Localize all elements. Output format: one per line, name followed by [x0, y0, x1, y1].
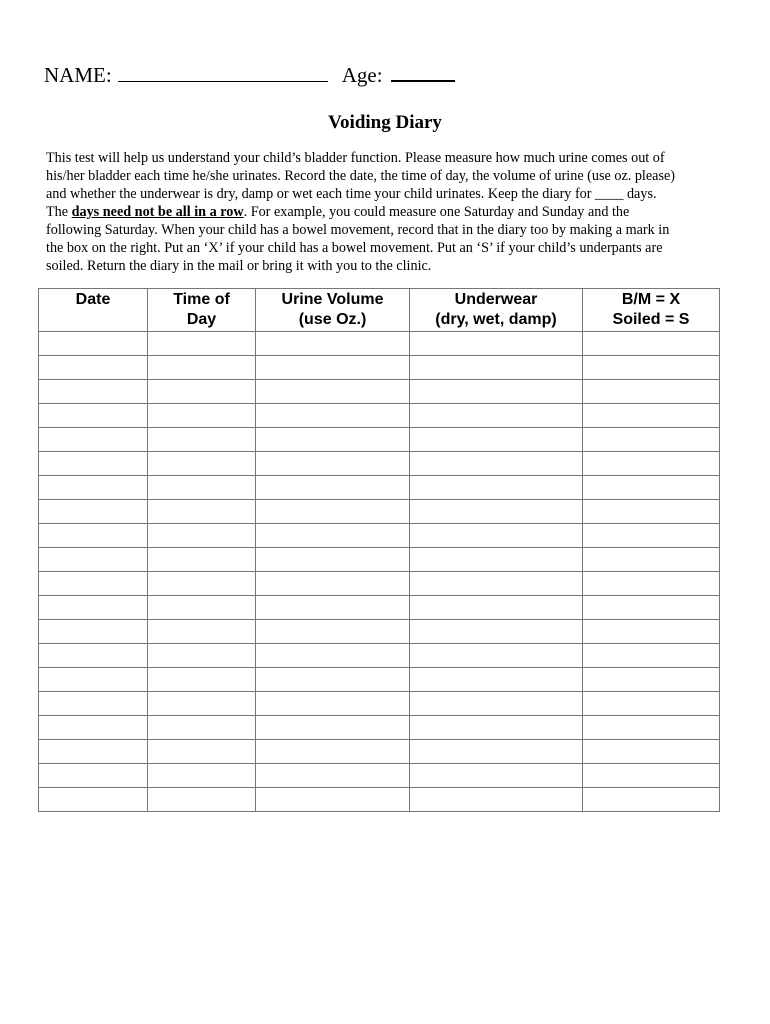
underwear-cell[interactable] — [410, 428, 583, 452]
urine-volume-cell[interactable] — [256, 332, 410, 356]
bm-soiled-cell[interactable] — [583, 548, 720, 572]
bm-soiled-cell[interactable] — [583, 356, 720, 380]
table-row — [39, 332, 720, 356]
name-blank-field[interactable] — [118, 63, 328, 82]
date-cell[interactable] — [39, 740, 148, 764]
date-cell[interactable] — [39, 716, 148, 740]
date-cell[interactable] — [39, 668, 148, 692]
bm-soiled-cell[interactable] — [583, 692, 720, 716]
table-row — [39, 524, 720, 548]
time-cell[interactable] — [148, 524, 256, 548]
underwear-cell[interactable] — [410, 404, 583, 428]
table-row — [39, 596, 720, 620]
time-cell[interactable] — [148, 380, 256, 404]
date-cell[interactable] — [39, 692, 148, 716]
date-cell[interactable] — [39, 620, 148, 644]
date-cell[interactable] — [39, 428, 148, 452]
bm-soiled-cell[interactable] — [583, 716, 720, 740]
column-header-date: Date — [39, 289, 148, 332]
column-header-time: Time of Day — [148, 289, 256, 332]
underwear-cell[interactable] — [410, 476, 583, 500]
table-row — [39, 452, 720, 476]
underwear-cell[interactable] — [410, 452, 583, 476]
table-row — [39, 788, 720, 812]
underwear-cell[interactable] — [410, 692, 583, 716]
urine-volume-cell[interactable] — [256, 788, 410, 812]
underwear-cell[interactable] — [410, 740, 583, 764]
time-cell[interactable] — [148, 788, 256, 812]
underwear-cell[interactable] — [410, 548, 583, 572]
urine-volume-cell[interactable] — [256, 740, 410, 764]
bm-soiled-cell[interactable] — [583, 380, 720, 404]
name-label: NAME: — [44, 63, 112, 87]
column-header-bm-soiled: B/M = X Soiled = S — [583, 289, 720, 332]
date-cell[interactable] — [39, 524, 148, 548]
date-cell[interactable] — [39, 764, 148, 788]
voiding-diary-table — [38, 288, 720, 812]
table-row — [39, 668, 720, 692]
instruction-text: . For example, you could measure one Saturday and Sunday and the — [243, 204, 630, 220]
date-cell[interactable] — [39, 356, 148, 380]
underwear-cell[interactable] — [410, 332, 583, 356]
urine-volume-cell[interactable] — [256, 548, 410, 572]
time-cell[interactable] — [148, 476, 256, 500]
bm-soiled-cell[interactable] — [583, 788, 720, 812]
table-row — [39, 404, 720, 428]
instruction-line: This test will help us understand your child’s bladder function. Please measure how much urine comes out of — [46, 150, 665, 166]
urine-volume-cell[interactable] — [256, 356, 410, 380]
urine-volume-cell[interactable] — [256, 716, 410, 740]
table-row — [39, 356, 720, 380]
urine-volume-cell[interactable] — [256, 620, 410, 644]
instruction-line: his/her bladder each time he/she urinates. Record the date, the time of day, the volume of urine (use oz. please) — [46, 168, 676, 184]
underwear-cell[interactable] — [410, 764, 583, 788]
table-row — [39, 572, 720, 596]
table-row — [39, 740, 720, 764]
time-cell[interactable] — [148, 428, 256, 452]
date-cell[interactable] — [39, 548, 148, 572]
time-cell[interactable] — [148, 764, 256, 788]
bm-soiled-cell[interactable] — [583, 404, 720, 428]
underwear-cell[interactable] — [410, 500, 583, 524]
underwear-cell[interactable] — [410, 644, 583, 668]
age-label: Age: — [341, 63, 383, 87]
table-body — [39, 332, 720, 812]
bm-soiled-cell[interactable] — [583, 452, 720, 476]
underwear-cell[interactable] — [410, 524, 583, 548]
bm-soiled-cell[interactable] — [583, 596, 720, 620]
instruction-line: following Saturday. When your child has a bowel movement, record that in the diary too by making a mark in — [46, 222, 670, 238]
urine-volume-cell[interactable] — [256, 572, 410, 596]
urine-volume-cell[interactable] — [256, 500, 410, 524]
instruction-line-emphasis — [46, 203, 726, 221]
urine-volume-cell[interactable] — [256, 692, 410, 716]
time-cell[interactable] — [148, 644, 256, 668]
time-cell[interactable] — [148, 404, 256, 428]
urine-volume-cell[interactable] — [256, 452, 410, 476]
instruction-line: soiled. Return the diary in the mail or bring it with you to the clinic. — [46, 258, 432, 274]
column-header-urine-volume: Urine Volume (use Oz.) — [256, 289, 410, 332]
bm-soiled-cell[interactable] — [583, 428, 720, 452]
time-cell[interactable] — [148, 596, 256, 620]
time-cell[interactable] — [148, 620, 256, 644]
time-cell[interactable] — [148, 572, 256, 596]
table-row — [39, 716, 720, 740]
urine-volume-cell[interactable] — [256, 428, 410, 452]
bm-soiled-cell[interactable] — [583, 524, 720, 548]
time-cell[interactable] — [148, 356, 256, 380]
time-cell[interactable] — [148, 500, 256, 524]
time-cell[interactable] — [148, 668, 256, 692]
table-row — [39, 620, 720, 644]
date-cell[interactable] — [39, 380, 148, 404]
bm-soiled-cell[interactable] — [583, 740, 720, 764]
age-blank-field[interactable] — [391, 62, 455, 82]
underwear-cell[interactable] — [410, 380, 583, 404]
bm-soiled-cell[interactable] — [583, 644, 720, 668]
bm-soiled-cell[interactable] — [583, 668, 720, 692]
time-cell[interactable] — [148, 740, 256, 764]
underwear-cell[interactable] — [410, 356, 583, 380]
instructions-paragraph — [46, 149, 726, 275]
table-row — [39, 692, 720, 716]
bm-soiled-cell[interactable] — [583, 620, 720, 644]
table-row — [39, 380, 720, 404]
time-cell[interactable] — [148, 692, 256, 716]
date-cell[interactable] — [39, 332, 148, 356]
underwear-cell[interactable] — [410, 788, 583, 812]
instruction-text: The — [46, 204, 72, 220]
column-header-underwear: Underwear (dry, wet, damp) — [410, 289, 583, 332]
bm-soiled-cell[interactable] — [583, 764, 720, 788]
urine-volume-cell[interactable] — [256, 668, 410, 692]
urine-volume-cell[interactable] — [256, 524, 410, 548]
urine-volume-cell[interactable] — [256, 380, 410, 404]
table-row — [39, 548, 720, 572]
urine-volume-cell[interactable] — [256, 596, 410, 620]
instruction-line: the box on the right. Put an ‘X’ if your child has a bowel movement. Put an ‘S’ if your child’s underpants are — [46, 240, 663, 256]
bm-soiled-cell[interactable] — [583, 572, 720, 596]
table-row — [39, 764, 720, 788]
emphasized-note: days need not be all in a row — [71, 204, 244, 220]
time-cell[interactable] — [148, 548, 256, 572]
table-row — [39, 428, 720, 452]
table-row — [39, 500, 720, 524]
underwear-cell[interactable] — [410, 572, 583, 596]
date-cell[interactable] — [39, 644, 148, 668]
bm-soiled-cell[interactable] — [583, 476, 720, 500]
date-cell[interactable] — [39, 572, 148, 596]
date-cell[interactable] — [39, 596, 148, 620]
underwear-cell[interactable] — [410, 716, 583, 740]
date-cell[interactable] — [39, 788, 148, 812]
urine-volume-cell[interactable] — [256, 404, 410, 428]
bm-soiled-cell[interactable] — [583, 500, 720, 524]
time-cell[interactable] — [148, 452, 256, 476]
table-row — [39, 476, 720, 500]
date-cell[interactable] — [39, 452, 148, 476]
table-row — [39, 644, 720, 668]
urine-volume-cell[interactable] — [256, 764, 410, 788]
date-cell[interactable] — [39, 476, 148, 500]
underwear-cell[interactable] — [410, 620, 583, 644]
patient-header — [44, 62, 455, 87]
underwear-cell[interactable] — [410, 668, 583, 692]
underwear-cell[interactable] — [410, 596, 583, 620]
time-cell[interactable] — [148, 716, 256, 740]
urine-volume-cell[interactable] — [256, 476, 410, 500]
date-cell[interactable] — [39, 404, 148, 428]
date-cell[interactable] — [39, 500, 148, 524]
urine-volume-cell[interactable] — [256, 644, 410, 668]
table-header-row — [39, 289, 720, 332]
instruction-line: and whether the underwear is dry, damp or wet each time your child urinates. Keep the diary for ____ days. — [46, 186, 657, 202]
time-cell[interactable] — [148, 332, 256, 356]
bm-soiled-cell[interactable] — [583, 332, 720, 356]
page-title: Voiding Diary — [328, 112, 442, 133]
